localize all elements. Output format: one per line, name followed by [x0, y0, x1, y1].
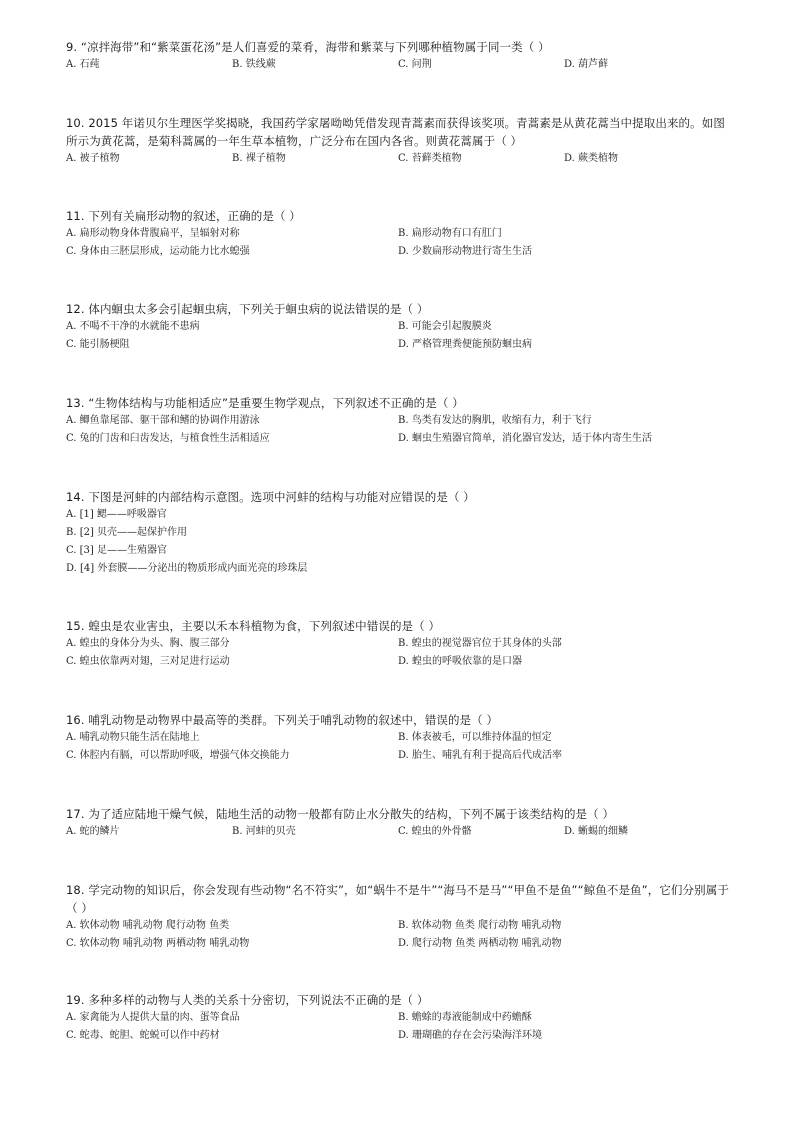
option-c[interactable]: C. 体腔内有膈，可以帮助呼吸，增强气体交换能力	[66, 750, 290, 761]
option-c[interactable]: C. 兔的门齿和臼齿发达，与植食性生活相适应	[66, 433, 270, 444]
option-a[interactable]: A. 扁形动物身体背腹扁平，呈辐射对称	[66, 228, 240, 239]
option-c[interactable]: C. 软体动物 哺乳动物 两栖动物 哺乳动物	[66, 938, 250, 949]
option-b[interactable]: B. 可能会引起腹膜炎	[398, 321, 492, 332]
options	[66, 506, 736, 578]
options	[66, 150, 736, 168]
option-a[interactable]: A. 哺乳动物只能生活在陆地上	[66, 732, 200, 743]
option-b[interactable]: B. 蟾蜍的毒液能制成中药蟾酥	[398, 1012, 532, 1023]
option-a[interactable]: A. 家禽能为人提供大量的肉、蛋等食品	[66, 1012, 240, 1023]
question-17	[66, 805, 736, 841]
option-d[interactable]: D. 蛔虫生殖器官简单，消化器官发达，适于体内寄生生活	[398, 433, 653, 444]
question-9	[66, 38, 736, 74]
option-a[interactable]: A. 石莼	[66, 59, 100, 70]
option-b[interactable]: B. 铁线蕨	[232, 59, 276, 70]
option-a[interactable]: A. [1] 鳃——呼吸器官	[66, 509, 167, 520]
option-c[interactable]: C. 身体由三胚层形成，运动能力比水螅强	[66, 246, 250, 257]
option-b[interactable]: B. 裸子植物	[232, 153, 286, 164]
option-c[interactable]: C. 蛇毒、蛇胆、蛇蜕可以作中药材	[66, 1030, 220, 1041]
option-b[interactable]: B. 扁形动物有口有肛门	[398, 228, 502, 239]
options	[66, 823, 736, 841]
question-stem: 9. “凉拌海带”和“紫菜蛋花汤”是人们喜爱的菜肴，海带和紫菜与下列哪种植物属于同一类（ ）	[66, 40, 550, 54]
option-d[interactable]: D. 珊瑚礁的存在会污染海洋环境	[398, 1030, 543, 1041]
option-a[interactable]: A. 不喝不干净的水就能不患病	[66, 321, 200, 332]
question-12	[66, 300, 736, 354]
question-15	[66, 617, 736, 671]
option-d[interactable]: D. [4] 外套膜——分泌出的物质形成内面光亮的珍珠层	[66, 563, 308, 574]
option-a[interactable]: A. 鲫鱼靠尾部、躯干部和鳍的协调作用游泳	[66, 415, 260, 426]
question-stem: 18. 学完动物的知识后，你会发现有些动物“名不符实”，如“蜗牛不是牛”“海马不是马”“甲鱼不是鱼”“鲸鱼不是鱼”，它们分别属于（ ）	[66, 883, 729, 915]
options	[66, 412, 736, 448]
question-stem: 16. 哺乳动物是动物界中最高等的类群。下列关于哺乳动物的叙述中，错误的是（ ）	[66, 713, 499, 727]
option-d[interactable]: D. 胎生、哺乳有利于提高后代成活率	[398, 750, 563, 761]
option-a[interactable]: A. 蛇的鳞片	[66, 826, 120, 837]
option-c[interactable]: C. 能引肠梗阻	[66, 339, 130, 350]
option-d[interactable]: D. 爬行动物 鱼类 两栖动物 哺乳动物	[398, 938, 562, 949]
question-19	[66, 991, 736, 1045]
question-stem: 11. 下列有关扁形动物的叙述，正确的是（ ）	[66, 209, 301, 223]
question-13	[66, 394, 736, 448]
question-18	[66, 881, 736, 953]
option-d[interactable]: D. 蕨类植物	[564, 153, 619, 164]
options	[66, 1009, 736, 1045]
question-11	[66, 207, 736, 261]
option-b[interactable]: B. 鸟类有发达的胸肌，收缩有力，利于飞行	[398, 415, 592, 426]
question-10	[66, 114, 736, 168]
question-stem: 12. 体内蛔虫太多会引起蛔虫病，下列关于蛔虫病的说法错误的是（ ）	[66, 302, 429, 316]
option-c[interactable]: C. [3] 足——生殖器官	[66, 545, 167, 556]
options	[66, 729, 736, 765]
option-b[interactable]: B. 体表被毛，可以维持体温的恒定	[398, 732, 552, 743]
option-d[interactable]: D. 蝗虫的呼吸依靠的是口器	[398, 656, 523, 667]
option-b[interactable]: B. 河蚌的贝壳	[232, 826, 296, 837]
option-b[interactable]: B. 蝗虫的视觉器官位于其身体的头部	[398, 638, 562, 649]
option-b[interactable]: B. 软体动物 鱼类 爬行动物 哺乳动物	[398, 920, 562, 931]
question-14	[66, 488, 736, 578]
question-stem: 15. 蝗虫是农业害虫，主要以禾本科植物为食，下列叙述中错误的是（ ）	[66, 619, 441, 633]
options	[66, 318, 736, 354]
question-stem: 10. 2015 年诺贝尔生理医学奖揭晓，我国药学家屠呦呦凭借发现青蒿素而获得该奖项。青蒿素是从黄花蒿当中提取出来的。如图所示为黄花蒿，是菊科蒿属的一年生草本植物，广泛分布在国内各省。则黄花蒿属于（ ）	[66, 116, 725, 148]
option-d[interactable]: D. 葫芦藓	[564, 59, 609, 70]
option-d[interactable]: D. 严格管理粪便能预防蛔虫病	[398, 339, 533, 350]
option-c[interactable]: C. 问荆	[398, 59, 432, 70]
options	[66, 635, 736, 671]
question-stem: 14. 下图是河蚌的内部结构示意图。选项中河蚌的结构与功能对应错误的是（ ）	[66, 490, 475, 504]
question-16	[66, 711, 736, 765]
option-d[interactable]: D. 蜥蜴的细鳞	[564, 826, 629, 837]
options	[66, 917, 736, 953]
question-stem: 17. 为了适应陆地干燥气候，陆地生活的动物一般都有防止水分散失的结构，下列不属于该类结构的是（ ）	[66, 807, 615, 821]
option-a[interactable]: A. 软体动物 哺乳动物 爬行动物 鱼类	[66, 920, 230, 931]
options	[66, 225, 736, 261]
option-b[interactable]: B. [2] 贝壳——起保护作用	[66, 527, 188, 538]
option-a[interactable]: A. 蝗虫的身体分为头、胸、腹三部分	[66, 638, 230, 649]
question-stem: 19. 多种多样的动物与人类的关系十分密切，下列说法不正确的是（ ）	[66, 993, 429, 1007]
question-stem: 13. “生物体结构与功能相适应”是重要生物学观点，下列叙述不正确的是（ ）	[66, 396, 464, 410]
option-c[interactable]: C. 苔藓类植物	[398, 153, 462, 164]
option-c[interactable]: C. 蝗虫依靠两对翅，三对足进行运动	[66, 656, 230, 667]
option-d[interactable]: D. 少数扁形动物进行寄生生活	[398, 246, 533, 257]
option-c[interactable]: C. 蝗虫的外骨骼	[398, 826, 472, 837]
option-a[interactable]: A. 被子植物	[66, 153, 120, 164]
options	[66, 56, 736, 74]
